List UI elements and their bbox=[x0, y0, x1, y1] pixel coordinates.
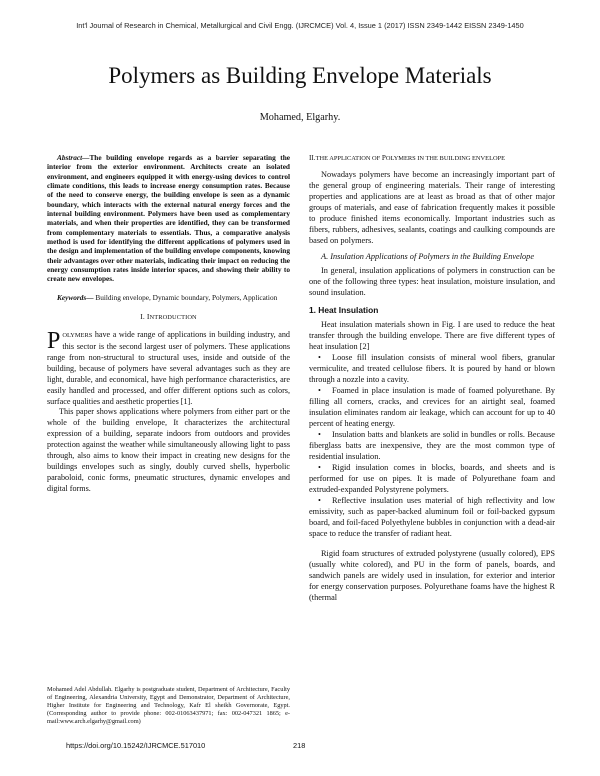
author: Mohamed, Elgarhy. bbox=[259, 112, 341, 123]
abstract-text: The building envelope regards as a barrier separating the interior from the exterior environment. Architects create an isolated environment, and engineers equipped it with energy-using devices to control climate conditions, this leads to increase energy consumption rates. Because of the need to conserve energy, the building envelope is seen as a dynamic boundary, which interacts with the external natural energy forces and the internal building environment. Polymers have been used as complementary materials, and when their properties are identified, they can be transformed from complementary materials to essentials. Thus, a comparative analysis method is used for identifying the different applications of polymers used in the design and implementation of the building envelope components, knowing their advantages over other materials, indicating their impact on reducing the energy consumption rates inside interior spaces, and showing their ability to create new envelopes. bbox=[47, 153, 290, 284]
list-item: • Rigid insulation comes in blocks, boards, and sheets and is performed for use on pipes. It is made of Polyurethane foam and extruded-expanded Polystyrene polymers. bbox=[309, 463, 555, 494]
list-item: • Insulation batts and blankets are solid in bundles or rolls. Because fiberglass batts are inexpensive, they are the most common type of residential insulation. bbox=[309, 430, 555, 461]
heat-insulation-heading: 1. Heat Insulation bbox=[309, 305, 379, 315]
section2-paragraph-3: Heat insulation materials shown in Fig. I are used to reduce the heat transfer through the building envelope. There are five different types of heat insulation [2] bbox=[309, 320, 555, 351]
keywords-text: Building envelope, Dynamic boundary, Polymers, Application bbox=[93, 292, 278, 302]
list-item: • Reflective insulation uses material of high reflectivity and low emissivity, such as paper-backed aluminum foil or foil-backed gypsum board, and foil-faced Polyethylene bubbles in conjunction with a dead-air space to reduce the transfer of radiant heat. bbox=[309, 496, 555, 538]
doi-link[interactable]: https://doi.org/10.15242/IJRCMCE.517010 bbox=[66, 741, 206, 750]
intro-paragraph-1: POLYMERS have a wide range of applications in building industry, and this sector is the second largest user of polymers. These applications range from non-structural to structural uses, inside and outside of the building, because of polymers have several advantages such as they are light, durable, and economical, have high performance characteristics, are easily handled and processed, and offer different options such as colors, surface qualities and aesthetic properties [1]. bbox=[47, 328, 290, 406]
keywords-label: Keywords— bbox=[57, 292, 94, 302]
abstract bbox=[47, 153, 290, 284]
abstract-label: Abstract— bbox=[57, 153, 90, 162]
bullet-icon: • bbox=[318, 386, 321, 395]
section2-paragraph-2: In general, insulation applications of polymers in construction can be one of the following three types: heat insulation, moisture insulation, and sound insulation. bbox=[309, 266, 555, 297]
list-item: • Loose fill insulation consists of mineral wool fibers, granular vermiculite, and treated cellulose fibers. It is poured by hand or blown through a nozzle into a cavity. bbox=[309, 353, 555, 384]
intro-paragraph-2: This paper shows applications where polymers from either part or the whole of the building envelope, It characterizes the architectural expression of a building, separate indoors from outdoors and provides protection against the weather while simultaneously allowing light to pass through, also aims to know their impact in creating new designs for the buildings envelopes such as singly, doubly curved shells, hyperbolic paraboloid, conic forms, pneumatic structures, dynamic envelopes and digital forms. bbox=[47, 407, 290, 493]
section2-paragraph-4: Rigid foam structures of extruded polystyrene (usually colored), EPS (usually white colored), and PU in the form of panels, boards, and sandwich panels are widely used in insulation, for exterior and interior for energy conservation purposes. Polyurethane foams have the highest R (thermal bbox=[309, 549, 555, 602]
keywords bbox=[47, 293, 290, 302]
bullet-icon: • bbox=[318, 496, 321, 505]
section2-paragraph-1: Nowadays polymers have become an increasingly important part of the general group of engineering materials. Their range of interesting properties and applications are at least as broad as that of other major groups of materials, and ease of fabrication frequently makes it possible to produce finished items economically. Important industries such as fibers, rubbers, adhesives, sealants, coatings and caulking compounds are based on polymers. bbox=[309, 170, 555, 245]
right-column bbox=[309, 153, 555, 603]
bullet-icon: • bbox=[318, 463, 321, 472]
left-column bbox=[47, 153, 290, 495]
dropcap: P bbox=[47, 328, 61, 355]
journal-header: Int'l Journal of Research in Chemical, Metallurgical and Civil Engg. (IJRCMCE) Vol. 4, Issue 1 (2017) ISSN 2349-1442 EISSN 2349-1450 bbox=[76, 21, 524, 30]
subsection-heading: A. Insulation Applications of Polymers in the Building Envelope bbox=[321, 252, 535, 261]
section-heading-introduction: I. INTRODUCTION bbox=[140, 312, 197, 322]
section-heading-applications: II.THE APPLICATION OF POLYMERS IN THE BUILDING ENVELOPE bbox=[309, 154, 506, 162]
bullet-icon: • bbox=[318, 430, 321, 439]
bullet-icon: • bbox=[318, 353, 321, 362]
author-footnote: Mohamed Adel Abdullah. Elgarhy is postgraduate student, Department of Architecture, Faculty of Engineering, Alexandria University, Egypt and Demonstrator, Department of Architecture, Higher Institute for Engineering and Technology, Kafr El sheikh Governorate, Egypt. (Corresponding author to provide phone: 002-01063437971; fax: 002-047321 1865; e-mail:www.arch.elgarhy@gmail.com) bbox=[47, 686, 290, 725]
page-number: 218 bbox=[293, 741, 306, 750]
list-item: • Foamed in place insulation is made of foamed polyurethane. By filling all corners, cracks, and crevices for an airtight seal, foamed insulation eliminates random air leakage, which can account for up to 40 percent of heating energy. bbox=[309, 386, 555, 428]
paper-title: Polymers as Building Envelope Materials bbox=[108, 63, 492, 88]
